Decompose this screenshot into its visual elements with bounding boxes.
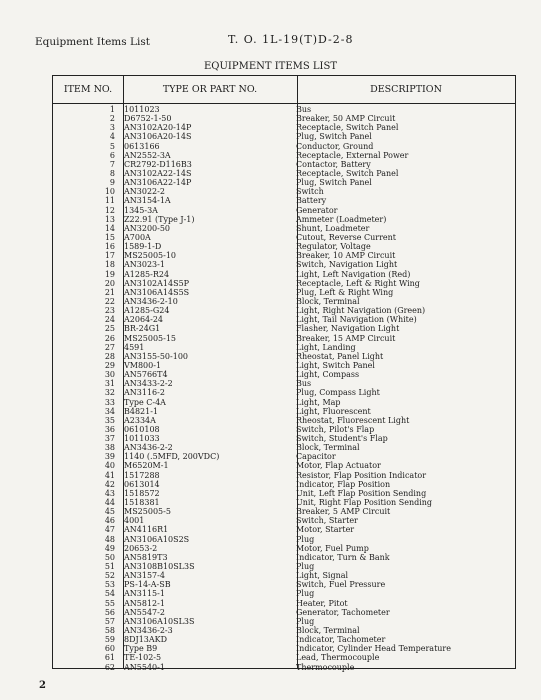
part-number: AN2552-3A xyxy=(124,150,171,160)
part-number: 1517288 xyxy=(124,470,160,480)
item-description: Light, Left Navigation (Red) xyxy=(296,269,411,279)
table-row xyxy=(53,187,515,196)
part-number: AN5540-1 xyxy=(124,662,165,672)
item-number: 7 xyxy=(109,159,115,169)
item-number: 46 xyxy=(104,516,115,526)
item-number: 12 xyxy=(104,205,115,215)
item-number: 39 xyxy=(104,452,115,462)
item-number: 17 xyxy=(104,251,115,261)
item-description: Switch, Navigation Light xyxy=(296,260,398,270)
item-description: Flasher, Navigation Light xyxy=(296,324,400,334)
part-number: A700A xyxy=(124,232,151,242)
item-description: Unit, Left Flap Position Sending xyxy=(296,488,427,498)
table-row xyxy=(53,151,515,160)
table-row xyxy=(53,608,515,617)
table-row xyxy=(53,142,515,151)
part-number: A2334A xyxy=(124,415,156,425)
table-row xyxy=(53,498,515,507)
item-number: 15 xyxy=(104,232,115,242)
item-description: Bus xyxy=(296,379,312,389)
part-number: PS-14-A-SB xyxy=(124,580,171,590)
part-number: AN3106A22-14P xyxy=(124,178,192,188)
table-title: EQUIPMENT ITEMS LIST xyxy=(203,61,338,72)
item-description: Indicator, Cylinder Head Temperature xyxy=(296,644,451,654)
item-description: Indicator, Tachometer xyxy=(296,635,386,645)
item-number: 54 xyxy=(104,589,115,599)
part-number: AN5812-1 xyxy=(124,598,165,608)
table-row xyxy=(53,288,515,297)
item-number: 38 xyxy=(104,443,115,453)
item-description: Battery xyxy=(296,196,327,206)
item-description: Switch, Fuel Pressure xyxy=(296,580,386,590)
table-row xyxy=(53,635,515,644)
table-row xyxy=(53,562,515,571)
item-description: Light, Signal xyxy=(296,571,349,581)
table-row xyxy=(53,169,515,178)
page-number: 2 xyxy=(39,680,46,691)
part-number: AN3157-4 xyxy=(124,571,165,581)
item-number: 16 xyxy=(104,242,115,252)
part-number: AN5547-2 xyxy=(124,607,165,617)
part-number: 4591 xyxy=(124,342,145,352)
part-number: TE-102-5 xyxy=(124,653,162,663)
table-row xyxy=(53,343,515,352)
table-row xyxy=(53,553,515,562)
table-row xyxy=(53,443,515,452)
item-description: Light, Compass xyxy=(296,370,360,380)
item-number: 32 xyxy=(104,388,115,398)
item-description: Bus xyxy=(296,105,312,114)
item-description: Thermocouple xyxy=(296,662,355,672)
part-number: AN4116R1 xyxy=(124,525,169,535)
part-number: D6752-1-50 xyxy=(124,114,172,124)
table-row xyxy=(53,260,515,269)
table-row xyxy=(53,279,515,288)
part-number: AN3106A20-14S xyxy=(124,132,192,142)
item-description: Light, Landing xyxy=(296,342,356,352)
item-number: 44 xyxy=(104,498,115,508)
item-number: 62 xyxy=(104,662,115,672)
table-row xyxy=(53,580,515,589)
item-number: 60 xyxy=(104,644,115,654)
table-row xyxy=(53,507,515,516)
item-description: Capacitor xyxy=(296,452,336,462)
item-description: Plug xyxy=(296,616,315,626)
table-row xyxy=(53,434,515,443)
table-row xyxy=(53,105,515,114)
table-row xyxy=(53,516,515,525)
item-description: Plug, Left & Right Wing xyxy=(296,287,394,297)
table-row xyxy=(53,653,515,662)
table-row xyxy=(53,270,515,279)
column-header-description: DESCRIPTION xyxy=(297,76,515,104)
table-row xyxy=(53,407,515,416)
part-number: AN3106A14S5S xyxy=(124,287,190,297)
table-row xyxy=(53,206,515,215)
table-row xyxy=(53,370,515,379)
item-number: 31 xyxy=(104,379,115,389)
item-number: 5 xyxy=(109,141,115,151)
item-number: 4 xyxy=(109,132,115,142)
part-number: AN3433-2-2 xyxy=(124,379,173,389)
item-description: Regulator, Voltage xyxy=(296,242,371,252)
item-number: 33 xyxy=(104,397,115,407)
item-number: 8 xyxy=(109,168,115,178)
item-description: Conductor, Ground xyxy=(296,141,374,151)
item-description: Plug, Switch Panel xyxy=(296,178,372,188)
equipment-items-table xyxy=(52,75,516,672)
part-number: AN5819T3 xyxy=(124,552,168,562)
table-row xyxy=(53,626,515,635)
part-number: A2064-24 xyxy=(124,315,164,325)
item-description: Breaker, 15 AMP Circuit xyxy=(296,333,396,343)
item-number: 11 xyxy=(104,196,115,206)
part-number: 8DJ13AKD xyxy=(124,635,168,645)
item-number: 57 xyxy=(104,616,115,626)
part-number: CR2792-D116B3 xyxy=(124,159,192,169)
item-number: 59 xyxy=(104,635,115,645)
table-row xyxy=(53,425,515,434)
table-row xyxy=(53,599,515,608)
item-description: Light, Map xyxy=(296,397,341,407)
table-row xyxy=(53,334,515,343)
table-row xyxy=(53,196,515,205)
item-number: 37 xyxy=(104,434,115,444)
part-number: AN3106A10SL3S xyxy=(124,616,195,626)
part-number: BR-24G1 xyxy=(124,324,161,334)
item-number: 45 xyxy=(104,507,115,517)
item-number: 1 xyxy=(109,105,115,114)
table-row xyxy=(53,379,515,388)
item-number: 13 xyxy=(104,214,115,224)
table-row xyxy=(53,617,515,626)
part-number: 0613166 xyxy=(124,141,160,151)
item-number: 36 xyxy=(104,424,115,434)
item-description: Switch xyxy=(296,187,324,197)
item-description: Resistor, Flap Position Indicator xyxy=(296,470,427,480)
item-description: Switch, Student's Flap xyxy=(296,434,388,444)
item-description: Light, Tail Navigation (White) xyxy=(296,315,417,325)
item-number: 48 xyxy=(104,534,115,544)
table-row xyxy=(53,251,515,260)
item-description: Block, Terminal xyxy=(296,296,360,306)
part-number: B4821-1 xyxy=(124,406,159,416)
part-number: 0613014 xyxy=(124,479,160,489)
item-number: 52 xyxy=(104,571,115,581)
item-number: 58 xyxy=(104,626,115,636)
item-number: 42 xyxy=(104,479,115,489)
item-number: 49 xyxy=(104,543,115,553)
part-number: AN5766T4 xyxy=(124,370,168,380)
part-number: A1285-R24 xyxy=(124,269,170,279)
part-number: 4001 xyxy=(124,516,145,526)
item-description: Block, Terminal xyxy=(296,626,360,636)
item-number: 51 xyxy=(104,562,115,572)
item-description: Indicator, Flap Position xyxy=(296,479,391,489)
table-row xyxy=(53,461,515,470)
item-description: Motor, Fuel Pump xyxy=(296,543,369,553)
table-row xyxy=(53,480,515,489)
part-number: AN3154-1A xyxy=(124,196,171,206)
table-row xyxy=(53,571,515,580)
item-number: 21 xyxy=(104,287,115,297)
item-number: 61 xyxy=(104,653,115,663)
item-description: Block, Terminal xyxy=(296,443,360,453)
item-description: Switch, Pilot's Flap xyxy=(296,424,375,434)
part-number: 1011023 xyxy=(124,105,160,114)
document-number: T. O. 1L-19(T)D-2-8 xyxy=(228,33,354,46)
item-number: 28 xyxy=(104,351,115,361)
item-number: 23 xyxy=(104,306,115,316)
part-number: M6520M-1 xyxy=(124,461,169,471)
item-number: 41 xyxy=(104,470,115,480)
table-row xyxy=(53,589,515,598)
item-number: 56 xyxy=(104,607,115,617)
part-number: AN3155-50-100 xyxy=(124,351,188,361)
table-row xyxy=(53,178,515,187)
part-number: AN3115-1 xyxy=(124,589,165,599)
table-row xyxy=(53,352,515,361)
part-number: AN3436-2-10 xyxy=(124,296,178,306)
item-description: Cutout, Reverse Current xyxy=(296,232,396,242)
item-description: Plug xyxy=(296,534,315,544)
table-row xyxy=(53,306,515,315)
item-description: Breaker, 5 AMP Circuit xyxy=(296,507,391,517)
item-number: 40 xyxy=(104,461,115,471)
table-body xyxy=(53,105,515,672)
part-number: AN3106A10S2S xyxy=(124,534,190,544)
table-row xyxy=(53,224,515,233)
item-description: Heater, Pitot xyxy=(296,598,348,608)
item-number: 6 xyxy=(109,150,115,160)
item-description: Generator xyxy=(296,205,338,215)
table-row xyxy=(53,242,515,251)
part-number: MS25005-5 xyxy=(124,507,171,517)
item-description: Contactor, Battery xyxy=(296,159,371,169)
table-row xyxy=(53,233,515,242)
item-description: Generator, Tachometer xyxy=(296,607,390,617)
item-number: 34 xyxy=(104,406,115,416)
table-row xyxy=(53,416,515,425)
part-number: AN3436-2-2 xyxy=(124,443,173,453)
item-description: Plug xyxy=(296,589,315,599)
item-number: 50 xyxy=(104,552,115,562)
table-row xyxy=(53,398,515,407)
item-description: Indicator, Turn & Bank xyxy=(296,552,390,562)
item-description: Motor, Flap Actuator xyxy=(296,461,381,471)
item-number: 10 xyxy=(104,187,115,197)
item-number: 55 xyxy=(104,598,115,608)
table-row xyxy=(53,297,515,306)
item-description: Receptacle, Left & Right Wing xyxy=(296,278,420,288)
item-description: Motor, Starter xyxy=(296,525,355,535)
part-number: 0610108 xyxy=(124,424,160,434)
item-description: Plug xyxy=(296,562,315,572)
part-number: AN3108B10SL3S xyxy=(124,562,195,572)
table-row xyxy=(53,663,515,672)
item-number: 43 xyxy=(104,488,115,498)
table-row xyxy=(53,160,515,169)
item-number: 19 xyxy=(104,269,115,279)
table-row xyxy=(53,452,515,461)
item-description: Light, Fluorescent xyxy=(296,406,371,416)
item-description: Unit, Right Flap Position Sending xyxy=(296,498,433,508)
part-number: AN3102A14S5P xyxy=(124,278,190,288)
item-description: Switch, Starter xyxy=(296,516,358,526)
part-number: 1011033 xyxy=(124,434,160,444)
item-description: Breaker, 10 AMP Circuit xyxy=(296,251,396,261)
table-row xyxy=(53,388,515,397)
part-number: Type B9 xyxy=(124,644,158,654)
item-description: Lead, Thermocouple xyxy=(296,653,380,663)
column-header-item-no: ITEM NO. xyxy=(53,76,123,104)
item-number: 9 xyxy=(109,178,115,188)
item-description: Receptacle, Switch Panel xyxy=(296,168,399,178)
part-number: VM800-1 xyxy=(124,360,162,370)
table-row xyxy=(53,535,515,544)
item-number: 53 xyxy=(104,580,115,590)
item-description: Receptacle, External Power xyxy=(296,150,409,160)
item-description: Shunt, Loadmeter xyxy=(296,223,370,233)
item-number: 18 xyxy=(104,260,115,270)
part-number: AN3023-1 xyxy=(124,260,165,270)
item-number: 47 xyxy=(104,525,115,535)
table-row xyxy=(53,489,515,498)
item-description: Ammeter (Loadmeter) xyxy=(296,214,387,224)
table-row xyxy=(53,544,515,553)
part-number: AN3436-2-3 xyxy=(124,626,173,636)
item-description: Light, Switch Panel xyxy=(296,360,375,370)
part-number: Z22.91 (Type J-1) xyxy=(124,214,195,224)
part-number: AN3102A22-14S xyxy=(124,168,192,178)
part-number: 20653-2 xyxy=(124,543,158,553)
part-number: AN3022-2 xyxy=(124,187,165,197)
item-number: 2 xyxy=(109,114,115,124)
table-row xyxy=(53,315,515,324)
item-description: Rheostat, Panel Light xyxy=(296,351,384,361)
part-number: Type C-4A xyxy=(124,397,166,407)
column-header-part-no: TYPE OR PART NO. xyxy=(123,76,297,104)
item-description: Plug, Compass Light xyxy=(296,388,380,398)
item-number: 29 xyxy=(104,360,115,370)
item-number: 3 xyxy=(109,123,115,133)
item-description: Breaker, 50 AMP Circuit xyxy=(296,114,396,124)
table-row xyxy=(53,361,515,370)
item-number: 26 xyxy=(104,333,115,343)
part-number: MS25005-15 xyxy=(124,333,177,343)
item-number: 25 xyxy=(104,324,115,334)
table-row xyxy=(53,215,515,224)
item-number: 30 xyxy=(104,370,115,380)
item-description: Light, Right Navigation (Green) xyxy=(296,306,426,316)
table-row xyxy=(53,525,515,534)
part-number: 1345-3A xyxy=(124,205,158,215)
item-description: Rheostat, Fluorescent Light xyxy=(296,415,410,425)
table-row xyxy=(53,123,515,132)
item-description: Receptacle, Switch Panel xyxy=(296,123,399,133)
table-row xyxy=(53,324,515,333)
part-number: 1518381 xyxy=(124,498,160,508)
part-number: AN3200-50 xyxy=(124,223,171,233)
table-row xyxy=(53,644,515,653)
item-number: 20 xyxy=(104,278,115,288)
table-row xyxy=(53,471,515,480)
item-number: 22 xyxy=(104,296,115,306)
part-number: MS25005-10 xyxy=(124,251,177,261)
item-number: 27 xyxy=(104,342,115,352)
part-number: 1518572 xyxy=(124,488,160,498)
item-number: 35 xyxy=(104,415,115,425)
item-number: 24 xyxy=(104,315,115,325)
item-description: Plug, Switch Panel xyxy=(296,132,372,142)
section-header: Equipment Items List xyxy=(35,36,150,48)
table-row xyxy=(53,132,515,141)
part-number: 1140 (.5MFD, 200VDC) xyxy=(124,452,220,462)
part-number: AN3116-2 xyxy=(124,388,165,398)
part-number: AN3102A20-14P xyxy=(124,123,192,133)
table-row xyxy=(53,114,515,123)
item-number: 14 xyxy=(104,223,115,233)
part-number: 1589-1-D xyxy=(124,242,162,252)
part-number: A1285-G24 xyxy=(124,306,170,316)
